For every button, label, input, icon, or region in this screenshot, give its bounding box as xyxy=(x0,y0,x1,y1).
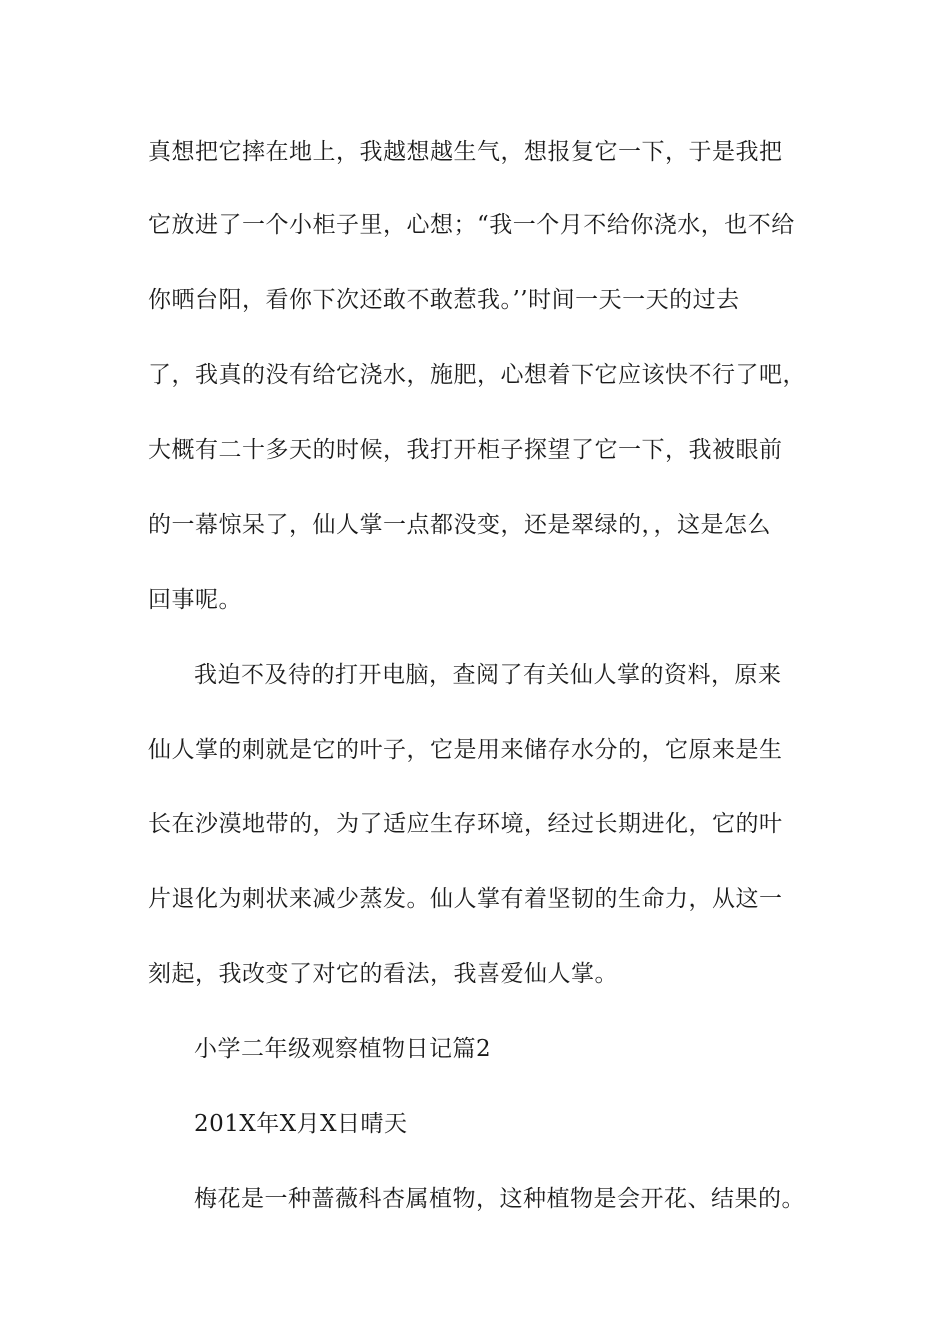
text-line: 仙人掌的刺就是它的叶子，它是用来储存水分的，它原来是生 xyxy=(148,737,783,763)
text-line: 大概有二十多天的时候，我打开柜子探望了它一下，我被眼前 xyxy=(148,437,783,463)
text-line: 真想把它摔在地上，我越想越生气，想报复它一下，于是我把 xyxy=(148,139,783,165)
date-line: 201X年X月X日晴天 xyxy=(194,1111,408,1137)
paragraph-start-line: 梅花是一种蔷薇科杏属植物，这种植物是会开花、结果的。 xyxy=(194,1186,805,1212)
text-line: 它放进了一个小柜子里，心想；“我一个月不给你浇水，也不给 xyxy=(148,212,795,238)
text-line: 长在沙漠地带的，为了适应生存环境，经过长期进化，它的叶 xyxy=(148,811,783,837)
text-line: 片退化为刺状来减少蒸发。仙人掌有着坚韧的生命力，从这一 xyxy=(148,886,783,912)
text-line: 你晒台阳，看你下次还敢不敢惹我。’’时间一天一天的过去 xyxy=(148,287,740,313)
section-heading: 小学二年级观察植物日记篇2 xyxy=(194,1036,492,1062)
text-line: 的一幕惊呆了，仙人掌一点都没变，还是翠绿的，，这是怎么 xyxy=(148,512,771,538)
text-line: 刻起，我改变了对它的看法，我喜爱仙人掌。 xyxy=(148,961,618,987)
text-line: 回事呢。 xyxy=(148,587,242,613)
text-line: 了，我真的没有给它浇水，施肥，心想着下它应该快不行了吧， xyxy=(148,362,806,388)
paragraph-start-line: 我迫不及待的打开电脑，查阅了有关仙人掌的资料，原来 xyxy=(194,662,782,688)
